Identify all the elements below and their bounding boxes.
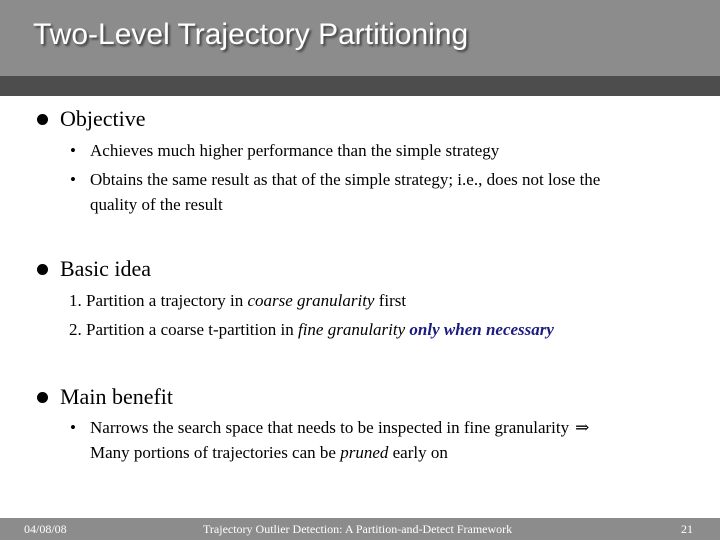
benefit-text: Many portions of trajectories can be <box>90 443 341 462</box>
numbered-step <box>69 288 406 313</box>
list-item-text: Achieves much higher performance than the simple strategy <box>90 141 500 160</box>
step-italic: fine granularity <box>297 320 406 339</box>
list-item <box>70 138 499 163</box>
numbered-step <box>69 317 554 342</box>
implies-arrow-icon: ⇒ <box>575 418 590 437</box>
step-text: 2. Partition a coarse t-partition in <box>69 320 298 339</box>
bullet-icon: • <box>70 170 76 189</box>
bullet-dot-icon <box>37 392 48 403</box>
slide-title: Two-Level Trajectory Partitioning <box>33 18 469 51</box>
benefit-italic: pruned <box>340 443 389 462</box>
title-divider <box>0 76 720 96</box>
slide-footer <box>0 518 720 540</box>
bullet-dot-icon <box>37 114 48 125</box>
list-item-text: Narrows the search space that needs to be inspected in fine granularity <box>90 418 570 437</box>
section-heading-basic-idea: Basic idea <box>60 256 152 281</box>
step-italic: coarse granularity <box>247 291 375 310</box>
bullet-dot-icon <box>37 264 48 275</box>
step-text-suffix: first <box>374 291 407 310</box>
benefit-text-suffix: early on <box>388 443 448 462</box>
list-item-text: Obtains the same result as that of the simple strategy; i.e., does not lose the <box>90 170 601 189</box>
section-heading-objective: Objective <box>60 106 146 131</box>
bullet-icon: • <box>70 418 76 437</box>
title-bar <box>0 0 720 76</box>
bullet-icon: • <box>70 141 76 160</box>
footer-date: 04/08/08 <box>24 522 67 536</box>
footer-title: Trajectory Outlier Detection: A Partition-and-Detect Framework <box>203 522 513 536</box>
step-emphasis: only when necessary <box>409 320 554 339</box>
list-item-text-continued <box>70 440 589 465</box>
list-item <box>70 415 589 465</box>
section-heading-main-benefit: Main benefit <box>60 384 174 409</box>
page-number: 21 <box>681 522 693 536</box>
step-text: 1. Partition a trajectory in <box>69 291 248 310</box>
list-item <box>70 167 600 217</box>
list-item-text-continued: quality of the result <box>90 195 223 214</box>
